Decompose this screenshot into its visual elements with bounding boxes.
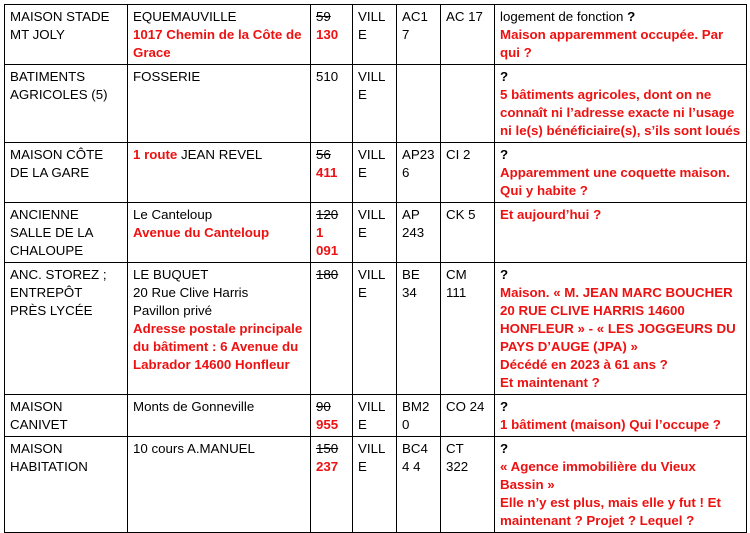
- cadastre-old: AC17: [397, 5, 441, 65]
- table-row: [5, 65, 747, 143]
- table-row: [5, 143, 747, 203]
- area-cell: [311, 263, 353, 395]
- area-cell: [311, 203, 353, 263]
- note-comment: Maison apparemment occupée. Par qui ?: [500, 27, 724, 60]
- owner-type: VILLE: [353, 65, 397, 143]
- address-street: 20 Rue Clive Harris: [133, 285, 249, 300]
- address-text: EQUEMAUVILLE: [133, 9, 237, 24]
- owner-type: VILLE: [353, 203, 397, 263]
- cadastre-old: AP23 6: [397, 143, 441, 203]
- cadastre-new: CI 2: [441, 143, 495, 203]
- area-new: 1 091: [316, 225, 339, 258]
- area-cell: [311, 395, 353, 437]
- table-row: [5, 203, 747, 263]
- note-cell: [495, 143, 747, 203]
- area-old: 120: [316, 207, 339, 222]
- note-question: ?: [627, 9, 636, 24]
- property-name: BATIMENTS AGRICOLES (5): [5, 65, 128, 143]
- property-address: [128, 143, 311, 203]
- area-old: 59: [316, 9, 331, 24]
- property-address: FOSSERIE: [128, 65, 311, 143]
- note-question: ?: [500, 441, 509, 456]
- address-text: Le Canteloup: [133, 207, 213, 222]
- address-postal: 1017 Chemin de la Côte de Grace: [133, 27, 302, 60]
- note-comment: Elle n’y est plus, mais elle y fut ! Et maintenant ? Projet ? Lequel ?: [500, 495, 721, 528]
- note-cell: [495, 437, 747, 533]
- area-cell: [311, 5, 353, 65]
- note-comment: « Agence immobilière du Vieux Bassin »: [500, 459, 696, 492]
- property-table: [4, 4, 747, 533]
- note-cell: [495, 395, 747, 437]
- cadastre-new: [441, 65, 495, 143]
- area-cell: [311, 143, 353, 203]
- area-cell: [311, 437, 353, 533]
- note-question: ?: [500, 69, 509, 84]
- cadastre-new: CM 111: [441, 263, 495, 395]
- property-name: MAISON STADE MT JOLY: [5, 5, 128, 65]
- address-detail: Pavillon privé: [133, 303, 213, 318]
- address-street: JEAN REVEL: [177, 147, 263, 162]
- property-address: Monts de Gonneville: [128, 395, 311, 437]
- area-new: 237: [316, 459, 339, 474]
- owner-type: VILLE: [353, 143, 397, 203]
- area-old: 90: [316, 399, 331, 414]
- owner-type: VILLE: [353, 395, 397, 437]
- cadastre-new: CK 5: [441, 203, 495, 263]
- note-comment: Apparemment une coquette maison. Qui y habite ?: [500, 165, 730, 198]
- note-comment: Et aujourd’hui ?: [500, 207, 602, 222]
- note-cell: [495, 263, 747, 395]
- table-row: [5, 395, 747, 437]
- cadastre-old: [397, 65, 441, 143]
- table-row: [5, 437, 747, 533]
- note-comment: 5 bâtiments agricoles, dont on ne connaît ni l’adresse exacte ni l’usage ni le(s) bénéficiaire(s), s’ils sont loués: [500, 87, 741, 138]
- owner-type: VILLE: [353, 263, 397, 395]
- property-name: ANCIENNE SALLE DE LA CHALOUPE: [5, 203, 128, 263]
- address-number: 1 route: [133, 147, 178, 162]
- note-comment: Maison. « M. JEAN MARC BOUCHER 20 RUE CLIVE HARRIS 14600 HONFLEUR » - « LES JOGGEURS DU PAYS D’AUGE (JPA) »: [500, 285, 736, 354]
- cadastre-old: BM20: [397, 395, 441, 437]
- area-new: 130: [316, 27, 339, 42]
- table-row: [5, 5, 747, 65]
- note-question: ?: [500, 147, 509, 162]
- owner-type: VILLE: [353, 437, 397, 533]
- cadastre-old: AP 243: [397, 203, 441, 263]
- area-new: 411: [316, 165, 338, 180]
- cadastre-old: BE 34: [397, 263, 441, 395]
- note-cell: [495, 65, 747, 143]
- area-new: 955: [316, 417, 339, 432]
- note-text: logement de fonction: [500, 9, 624, 24]
- area-old: 56: [316, 147, 331, 162]
- area-cell: 510: [311, 65, 353, 143]
- property-name: MAISON CANIVET: [5, 395, 128, 437]
- cadastre-new: AC 17: [441, 5, 495, 65]
- cadastre-old: BC44 4: [397, 437, 441, 533]
- note-comment: Décédé en 2023 à 61 ans ?: [500, 357, 668, 372]
- property-address: [128, 203, 311, 263]
- property-address: 10 cours A.MANUEL: [128, 437, 311, 533]
- owner-type: VILLE: [353, 5, 397, 65]
- note-question: ?: [500, 399, 509, 414]
- note-comment: 1 bâtiment (maison) Qui l’occupe ?: [500, 417, 721, 432]
- address-text: LE BUQUET: [133, 267, 209, 282]
- property-name: MAISON HABITATION: [5, 437, 128, 533]
- note-question: ?: [500, 267, 509, 282]
- note-cell: [495, 203, 747, 263]
- property-name: MAISON CÔTE DE LA GARE: [5, 143, 128, 203]
- table-row: [5, 263, 747, 395]
- address-postal: Adresse postale principale du bâtiment : 6 Avenue du Labrador 14600 Honfleur: [133, 321, 303, 372]
- cadastre-new: CO 24: [441, 395, 495, 437]
- property-address: [128, 263, 311, 395]
- area-old: 180: [316, 267, 339, 282]
- property-name: ANC. STOREZ ; ENTREPÔT PRÈS LYCÉE: [5, 263, 128, 395]
- note-cell: [495, 5, 747, 65]
- area-old: 150: [316, 441, 339, 456]
- cadastre-new: CT 322: [441, 437, 495, 533]
- note-comment: Et maintenant ?: [500, 375, 600, 390]
- property-address: [128, 5, 311, 65]
- address-postal: Avenue du Canteloup: [133, 225, 270, 240]
